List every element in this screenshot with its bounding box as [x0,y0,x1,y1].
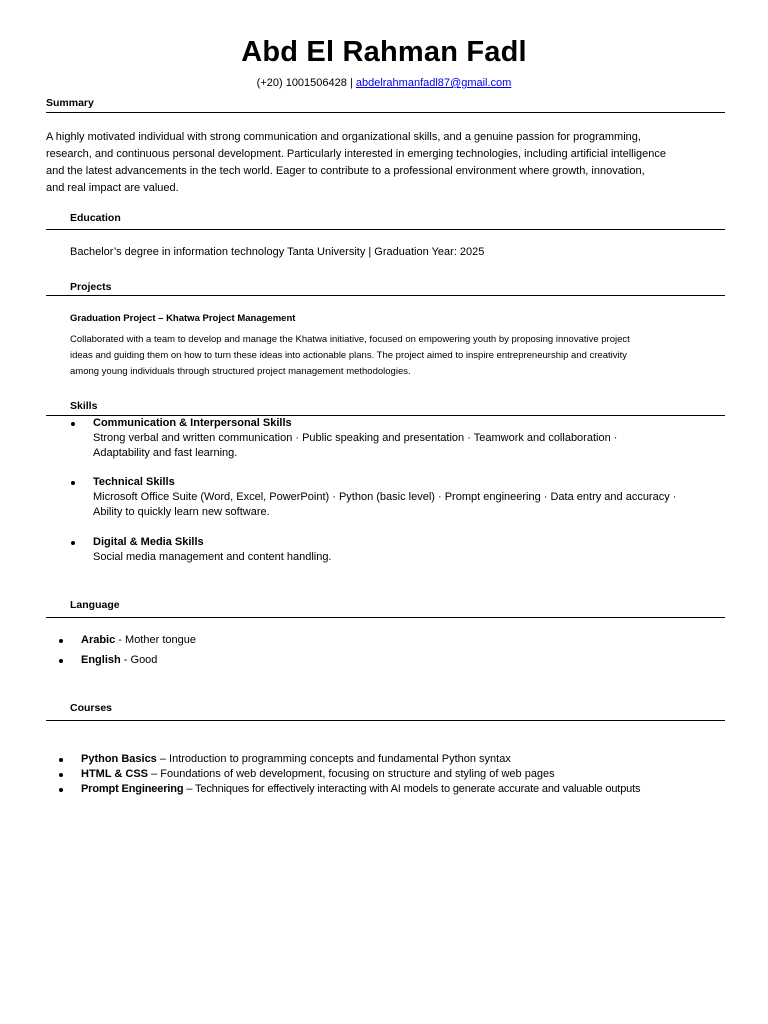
skill-title: Technical Skills [93,476,175,488]
email-link[interactable]: abdelrahmanfadl87@gmail.com [355,77,512,89]
summary-text [46,129,736,197]
course-name: Prompt Engineering [81,783,184,795]
language-heading: Language [70,599,120,611]
language-name: English [81,654,121,666]
skill-line: Ability to quickly learn new software. [93,506,270,518]
summary-line: and the latest advancements in the tech world. Eager to contribute to a professional environment where growth, innovation, [46,165,645,177]
bullet-icon [59,788,63,792]
education-text: Bachelor’s degree in information technology Tanta University | Graduation Year: 2025 [70,246,485,258]
contact-line [0,76,768,91]
skill-title: Communication & Interpersonal Skills [93,417,292,429]
candidate-name: Abd El Rahman Fadl [241,36,527,68]
skill-line: Adaptability and fast learning. [93,447,238,459]
course-name: HTML & CSS [81,768,149,780]
bullet-icon [59,659,63,663]
project-title: Graduation Project – Khatwa Project Management [70,313,296,324]
language-name: Arabic [81,634,116,646]
language-level: - Good [120,654,158,666]
project-description [70,332,730,380]
bullet-icon [71,422,75,426]
course-description: – Introduction to programming concepts and fundamental Python syntax [156,753,511,765]
projects-rule [46,295,725,296]
summary-line: A highly motivated individual with strong communication and organizational skills, and a genuine passion for programming, [46,131,641,143]
language-level: - Mother tongue [115,634,196,646]
summary-line: and real impact are valued. [46,182,179,194]
projects-heading: Projects [70,281,112,293]
bullet-icon [59,773,63,777]
education-heading: Education [70,212,121,224]
summary-line: research, and continuous personal development. Particularly interested in emerging technologies, including artificial intelligence [46,148,667,160]
bullet-icon [71,481,75,485]
summary-heading: Summary [46,97,94,109]
course-description: – Techniques for effectively interacting with AI models to generate accurate and valuable outputs [183,783,641,795]
skill-title: Digital & Media Skills [93,536,204,548]
courses-rule [46,720,725,721]
project-line: Collaborated with a team to develop and manage the Khatwa initiative, focused on empowering youth by proposing innovative project [70,334,630,345]
skill-line: Social media management and content handling. [93,551,332,563]
course-description: – Foundations of web development, focusing on structure and styling of web pages [148,768,555,780]
education-rule [46,229,725,230]
skills-heading: Skills [70,400,98,412]
skill-line: Strong verbal and written communication · Public speaking and presentation · Teamwork and collaboration · [93,432,618,444]
bullet-icon [59,639,63,643]
summary-rule [46,112,725,113]
bullet-icon [59,758,63,762]
courses-heading: Courses [70,702,113,714]
skill-line: Microsoft Office Suite (Word, Excel, PowerPoint) · Python (basic level) · Prompt engineering · Data entry and accuracy · [93,491,677,503]
language-rule [46,617,725,618]
bullet-icon [71,541,75,545]
project-line: ideas and guiding them on how to turn these ideas into actionable plans. The project aimed to inspire entrepreneurship and creativity [70,350,627,361]
course-name: Python Basics [81,753,157,765]
project-line: among young individuals through structured project management methodologies. [70,366,411,377]
contact-separator: | [349,77,353,89]
phone-number: (+20) 1001506428 [256,77,347,89]
